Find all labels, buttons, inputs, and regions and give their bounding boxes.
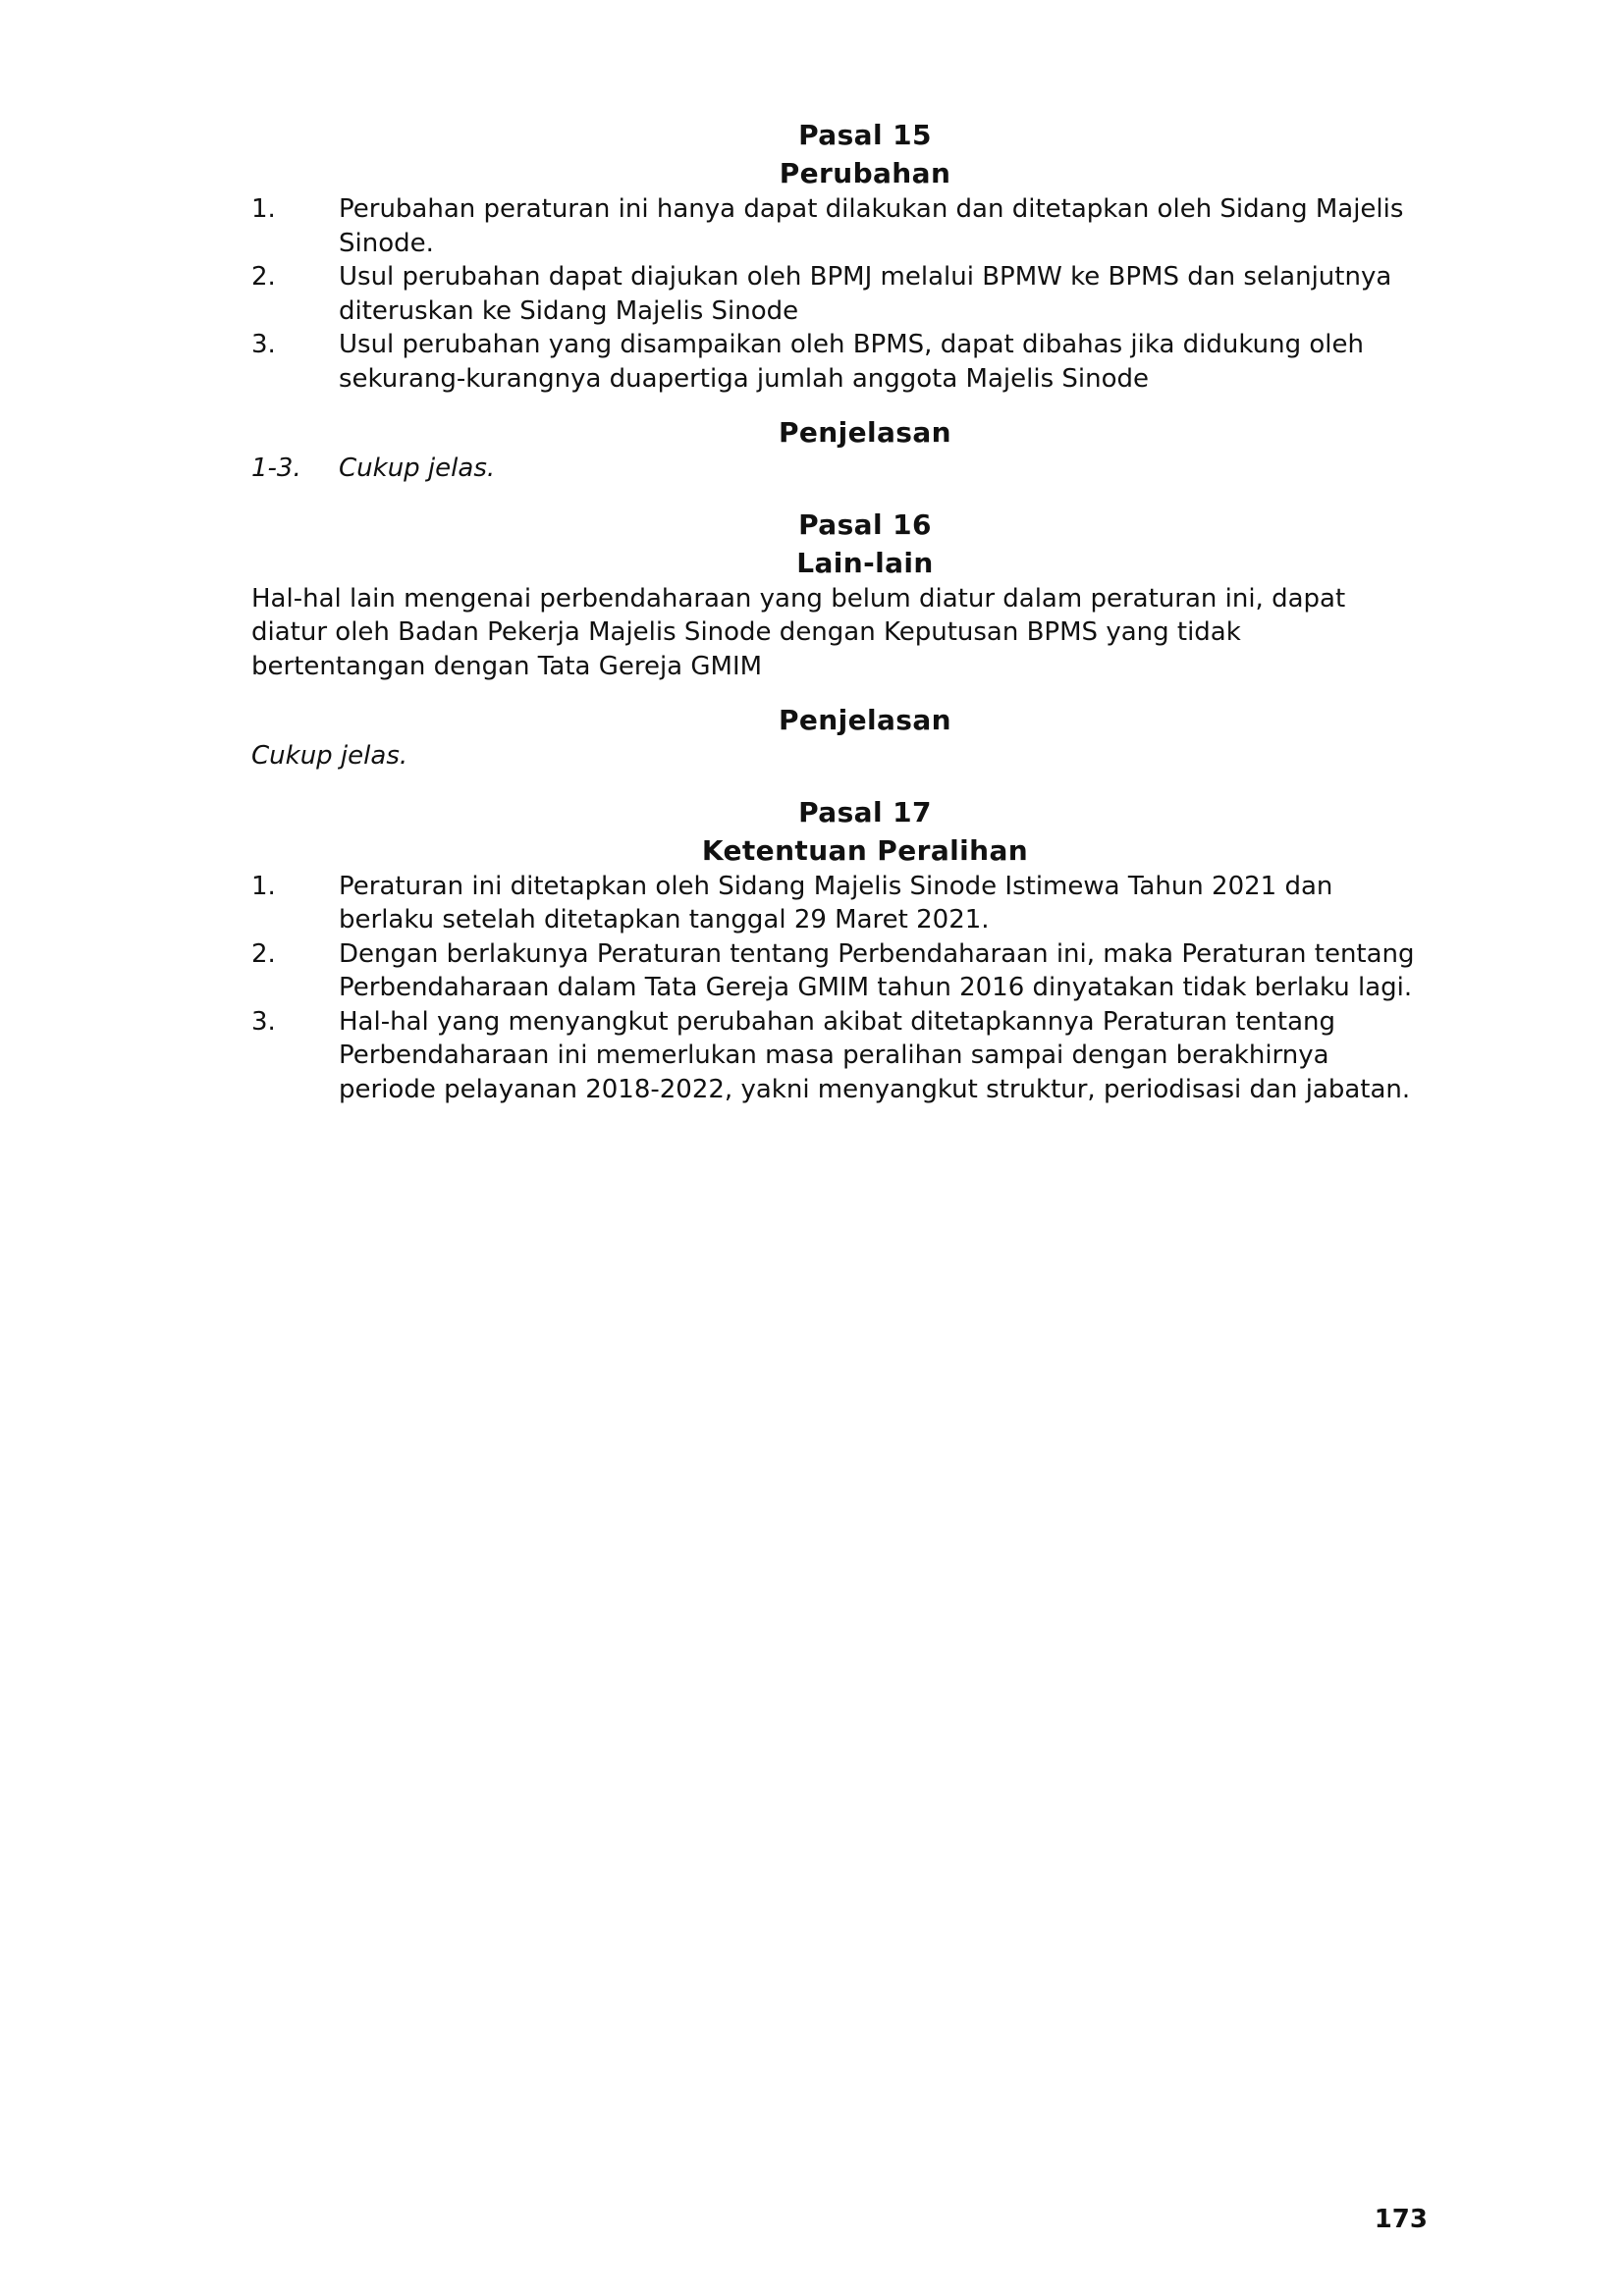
list-item-number: 2. xyxy=(251,938,276,969)
list-item-text: Perubahan peraturan ini hanya dapat dilakukan dan ditetapkan oleh Sidang Majelis Sinode. xyxy=(339,194,1404,258)
document-page xyxy=(251,116,1420,1106)
pasal-17-number: Pasal 17 xyxy=(798,795,932,828)
explanation-number: 1-3. xyxy=(251,454,301,483)
list-item-number: 3. xyxy=(251,1006,276,1037)
list-item xyxy=(251,1005,1420,1107)
pasal-15-explanation xyxy=(251,452,1420,486)
list-item-text: Dengan berlakunya Peraturan tentang Perbendaharaan ini, maka Peraturan tentang Perbendaharaan dalam Tata Gereja GMIM tahun 2016 dinyatakan tidak berlaku lagi. xyxy=(339,938,1415,1002)
list-item-number: 2. xyxy=(251,262,276,292)
pasal-16-body: Hal-hal lain mengenai perbendaharaan yang belum diatur dalam peraturan ini, dapat diatur oleh Badan Pekerja Majelis Sinode dengan Keputusan BPMS yang tidak bertentangan dengan Tata Gereja GMIM xyxy=(251,583,1346,681)
page-number: 173 xyxy=(1374,2205,1428,2234)
list-item-number: 3. xyxy=(251,330,276,359)
list-item-text: Hal-hal yang menyangkut perubahan akibat ditetapkannya Peraturan tentang Perbendaharaan ini memerlukan masa peralihan sampai dengan berakhirnya periode pelayanan 2018-2022, yakni menyangkut struktur, periodisasi dan jabatan. xyxy=(339,1006,1411,1104)
list-item-number: 1. xyxy=(251,871,276,901)
pasal-16-title: Lain-lain xyxy=(796,546,934,579)
list-item xyxy=(251,328,1420,396)
list-item-text: Peraturan ini ditetapkan oleh Sidang Majelis Sinode Istimewa Tahun 2021 dan berlaku setelah ditetapkan tanggal 29 Maret 2021. xyxy=(339,871,1333,934)
pasal-16-number: Pasal 16 xyxy=(798,507,932,541)
list-item xyxy=(251,870,1420,937)
pasal-17-list xyxy=(251,870,1420,1107)
pasal-15-number: Pasal 15 xyxy=(798,119,932,151)
pasal-15-title: Perubahan xyxy=(779,157,951,189)
explanation-text: Cukup jelas. xyxy=(339,454,496,483)
pasal-16-explanation-heading: Penjelasan xyxy=(778,704,952,736)
pasal-15-list xyxy=(251,192,1420,396)
pasal-17-title: Ketentuan Peralihan xyxy=(701,833,1029,867)
list-item-text: Usul perubahan dapat diajukan oleh BPMJ melalui BPMW ke BPMS dan selanjutnya diteruskan ke Sidang Majelis Sinode xyxy=(339,262,1392,326)
pasal-15-explanation-heading: Penjelasan xyxy=(778,416,952,449)
list-item-number: 1. xyxy=(251,194,276,224)
pasal-16-explanation-text: Cukup jelas. xyxy=(251,741,408,771)
list-item xyxy=(251,260,1420,328)
list-item-text: Usul perubahan yang disampaikan oleh BPMS, dapat dibahas jika didukung oleh sekurang-kurangnya duapertiga jumlah anggota Majelis Sinode xyxy=(339,330,1364,394)
list-item xyxy=(251,937,1420,1005)
list-item xyxy=(251,192,1420,260)
